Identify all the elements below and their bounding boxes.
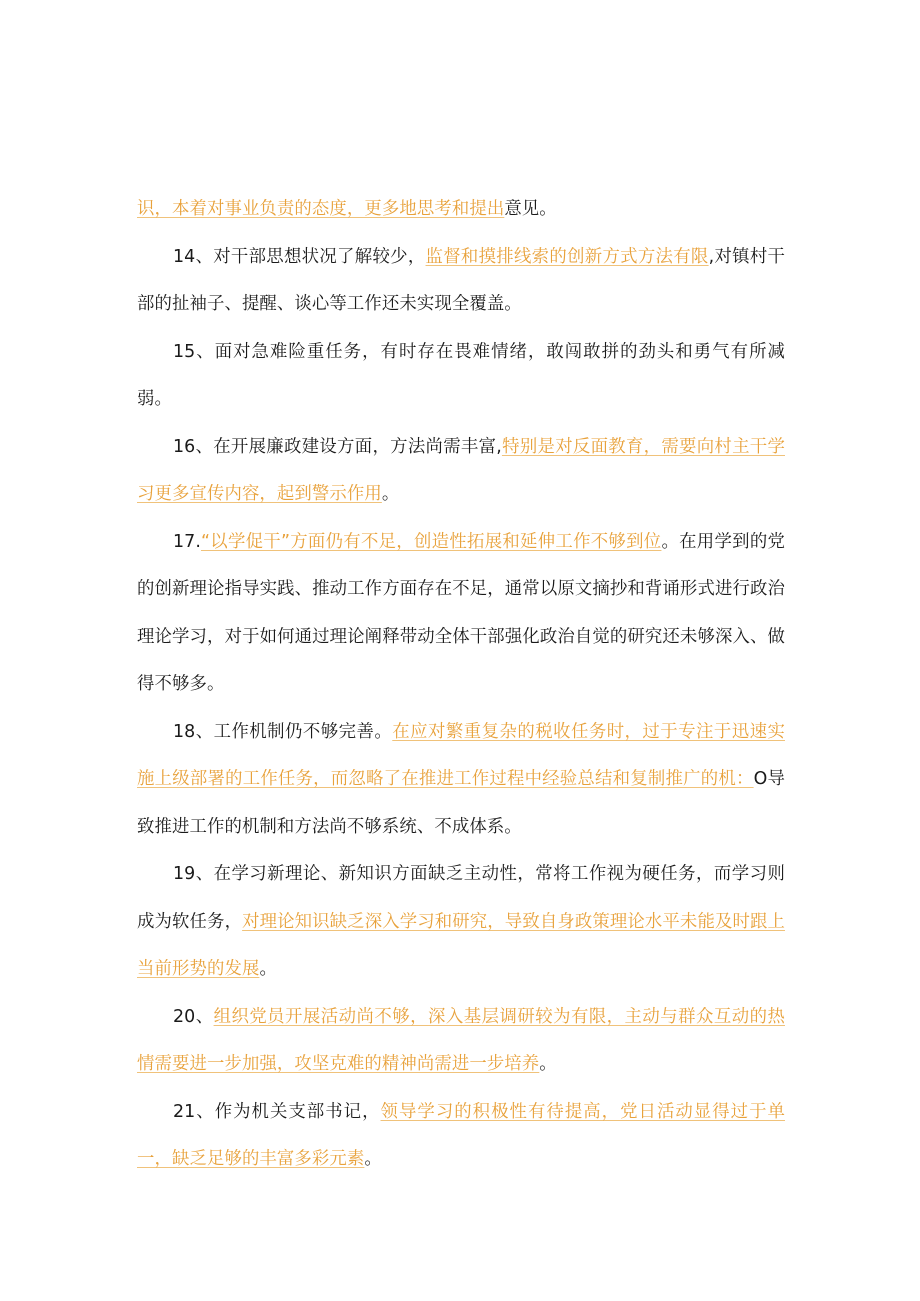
paragraph bbox=[137, 234, 785, 329]
paragraph bbox=[137, 1089, 785, 1184]
highlighted-text: 在应对繁重复杂的税收任务时，过于专注于迅速实施上级部署的工作任务，而忽略了在推进工作过程中经验总结和复制推广的机： bbox=[137, 721, 785, 789]
paragraph bbox=[137, 424, 785, 519]
paragraph bbox=[137, 851, 785, 994]
paragraph-text: 意见。 bbox=[504, 199, 557, 219]
paragraph-text: 19、在学习新理论、新知识方面缺乏主动性，常将工作视为硬任务，而学习则成为软任务， bbox=[137, 864, 785, 932]
paragraph-text: 。 bbox=[381, 484, 400, 504]
highlighted-text: 领导学习的积极性有待提高，党日活动显得过于单一，缺乏足够的丰富多彩元素 bbox=[137, 1101, 785, 1169]
highlighted-text: “以学促干”方面仍有不足，创造性拓展和延伸工作不够到位 bbox=[200, 531, 662, 552]
paragraph-text: 21、作为机关支部书记， bbox=[173, 1101, 381, 1122]
paragraph bbox=[137, 994, 785, 1089]
highlighted-text: 组织党员开展活动尚不够，深入基层调研较为有限，主动与群众互动的热情需要进一步加强，攻坚克难的精神尚需进一步培养 bbox=[137, 1006, 785, 1074]
paragraph bbox=[137, 519, 785, 709]
paragraph-text: ,对镇村干部的扯袖子、提醒、谈心等工作还未实现全覆盖。 bbox=[137, 246, 786, 314]
paragraph-text: 20、 bbox=[173, 1006, 214, 1027]
paragraph-text: 17. bbox=[173, 531, 201, 552]
paragraph-text: 。在用学到的党的创新理论指导实践、推动工作方面存在不足，通常以原文摘抄和背诵形式进行政治理论学习，对于如何通过理论阐释带动全体干部强化政治自觉的研究还未够深入、做得不够多。 bbox=[137, 531, 785, 694]
paragraph bbox=[137, 709, 785, 852]
paragraph-text: 18、工作机制仍不够完善。 bbox=[173, 721, 393, 742]
highlighted-text: 特别是对反面教育，需要向村主干学习更多宣传内容，起到警示作用 bbox=[137, 436, 785, 504]
paragraph-text: 。 bbox=[259, 959, 277, 979]
paragraph bbox=[137, 186, 785, 234]
paragraph-text: 。 bbox=[539, 1054, 557, 1074]
highlighted-text: 识，本着对事业负责的态度，更多地思考和提出 bbox=[137, 199, 505, 219]
paragraph-text: 16、在开展廉政建设方面，方法尚需丰富, bbox=[173, 436, 502, 457]
highlighted-text: 对理论知识缺乏深入学习和研究，导致自身政策理论水平未能及时跟上当前形势的发展 bbox=[137, 911, 785, 979]
paragraph bbox=[137, 329, 785, 424]
paragraph-text: 。 bbox=[364, 1149, 382, 1169]
paragraph-text: O导致推进工作的机制和方法尚不够系统、不成体系。 bbox=[137, 769, 785, 837]
highlighted-text: 监督和摸排线索的创新方式方法有限 bbox=[425, 246, 709, 267]
paragraph-text: 14、对干部思想状况了解较少， bbox=[173, 246, 426, 267]
paragraph-text: 15、面对急难险重任务，有时存在畏难情绪，敢闯敢拼的劲头和勇气有所减弱。 bbox=[137, 341, 785, 409]
document-body bbox=[137, 186, 785, 1184]
